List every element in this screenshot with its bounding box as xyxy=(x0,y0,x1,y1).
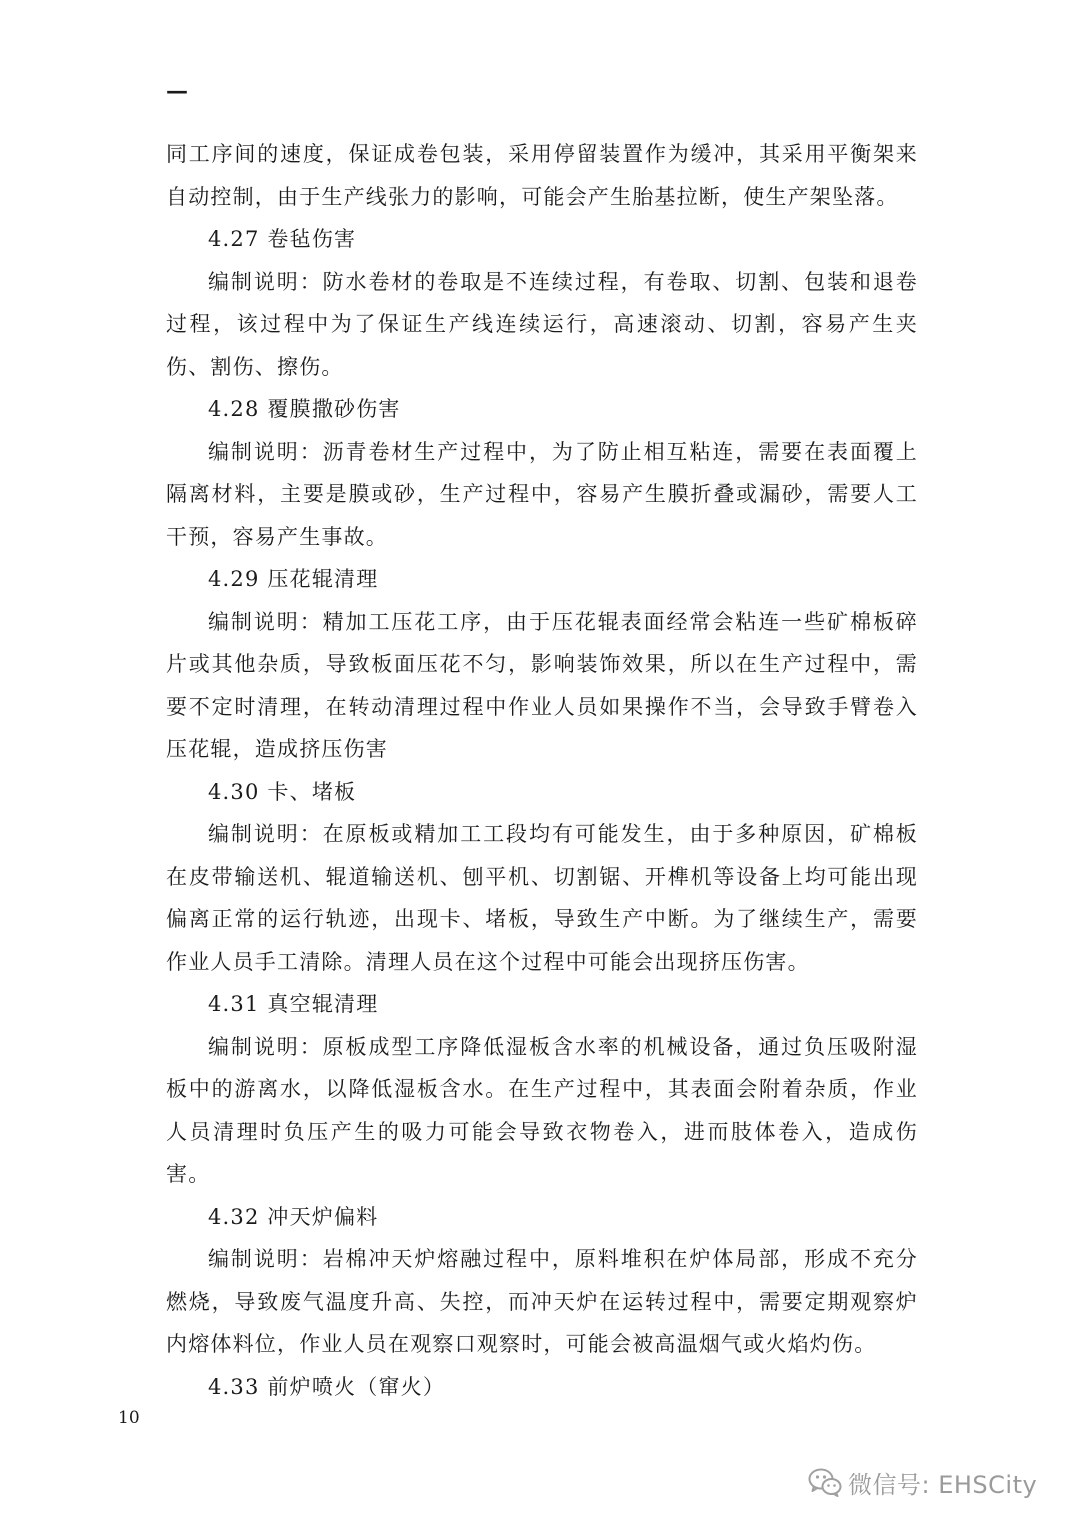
continued-paragraph: 同工序间的速度，保证成卷包装，采用停留装置作为缓冲，其采用平衡架来自动控制，由于生产线张力的影响，可能会产生胎基拉断，使生产架坠落。 xyxy=(166,142,918,209)
section-paragraph-4-30: 编制说明：在原板或精加工工段均有可能发生，由于多种原因，矿棉板在皮带输送机、辊道输送机、刨平机、切割锯、开榫机等设备上均可能出现偏离正常的运行轨迹，出现卡、堵板，导致生产中断。为了继续生产，需要作业人员手工清除。清理人员在这个过程中可能会出现挤压伤害。 xyxy=(166,822,918,974)
section-heading-4-29: 4.29 压花辊清理 xyxy=(208,567,379,591)
top-mark: — xyxy=(166,78,188,104)
section-paragraph-4-32: 编制说明：岩棉冲天炉熔融过程中，原料堆积在炉体局部，形成不充分燃烧，导致废气温度升高、失控，而冲天炉在运转过程中，需要定期观察炉内熔体料位，作业人员在观察口观察时，可能会被高温烟气或火焰灼伤。 xyxy=(166,1247,918,1356)
watermark-text: 微信号: EHSCity xyxy=(848,1470,1038,1499)
wechat-icon xyxy=(808,1467,842,1497)
section-heading-4-33: 4.33 前炉喷火（窜火） xyxy=(208,1374,446,1399)
section-heading-4-28: 4.28 覆膜撒砂伤害 xyxy=(208,397,401,421)
document-body xyxy=(166,133,918,1408)
section-paragraph-4-31: 编制说明：原板成型工序降低湿板含水率的机械设备，通过负压吸附湿板中的游离水，以降低湿板含水。在生产过程中，其表面会附着杂质，作业人员清理时负压产生的吸力可能会导致衣物卷入，进而肢体卷入，造成伤害。 xyxy=(166,1034,918,1186)
watermark xyxy=(808,1464,1037,1500)
section-heading-4-27: 4.27 卷毡伤害 xyxy=(208,227,357,251)
section-paragraph-4-28: 编制说明：沥青卷材生产过程中，为了防止相互粘连，需要在表面覆上隔离材料，主要是膜或砂，生产过程中，容易产生膜折叠或漏砂，需要人工干预，容易产生事故。 xyxy=(166,439,918,549)
section-heading-4-31: 4.31 真空辊清理 xyxy=(208,992,379,1016)
section-heading-4-30: 4.30 卡、堵板 xyxy=(208,779,357,804)
section-paragraph-4-29: 编制说明：精加工压花工序，由于压花辊表面经常会粘连一些矿棉板碎片或其他杂质，导致板面压花不匀，影响装饰效果，所以在生产过程中，需要不定时清理，在转动清理过程中作业人员如果操作不当，会导致手臂卷入压花辊，造成挤压伤害 xyxy=(166,609,918,761)
page-number: 10 xyxy=(118,1408,140,1428)
section-paragraph-4-27: 编制说明：防水卷材的卷取是不连续过程，有卷取、切割、包装和退卷过程，该过程中为了保证生产线连续运行，高速滚动、切割，容易产生夹伤、割伤、擦伤。 xyxy=(166,269,918,379)
section-heading-4-32: 4.32 冲天炉偏料 xyxy=(208,1204,379,1229)
